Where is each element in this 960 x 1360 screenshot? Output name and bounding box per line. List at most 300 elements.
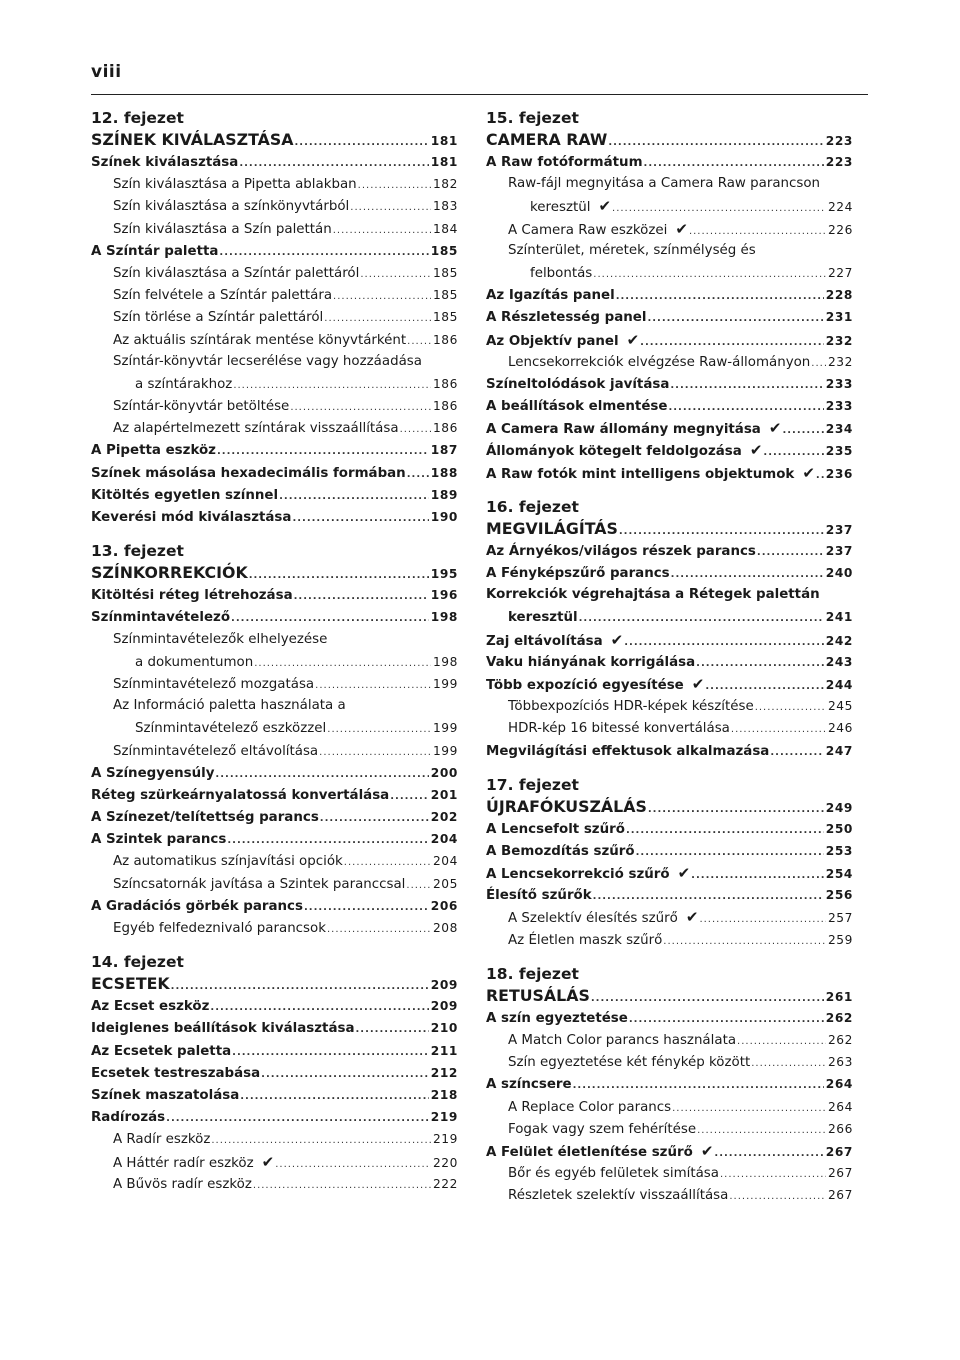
toc-entry-page: 185 <box>432 310 458 325</box>
toc-entry-text: Színek maszatolása <box>91 1087 240 1103</box>
toc-entry-text: A Szintek parancs <box>91 832 227 848</box>
dot-leader <box>616 286 824 306</box>
toc-entry[interactable] <box>91 806 458 828</box>
toc-entry-text: Az Objektív panel <box>486 333 619 349</box>
toc-entry-text: Az Igazítás panel <box>486 288 615 304</box>
dot-leader <box>240 1086 429 1106</box>
chapter-title[interactable] <box>91 973 458 995</box>
toc-entry-page: 199 <box>432 743 458 758</box>
chapter-number: 15. fejezet <box>486 109 579 127</box>
toc-entry-text: Részletek szelektív visszaállítása <box>508 1188 729 1204</box>
toc-entry[interactable] <box>91 373 458 395</box>
dot-leader <box>227 830 428 850</box>
toc-entry[interactable] <box>91 417 458 439</box>
toc-entry-page: 266 <box>827 1121 853 1136</box>
chapter-number: 13. fejezet <box>91 542 184 561</box>
toc-entry[interactable] <box>91 1062 458 1084</box>
dot-leader <box>304 897 429 917</box>
toc-entry-text: A színcsere <box>486 1077 572 1093</box>
dot-leader <box>782 420 823 439</box>
toc-entry-page: 184 <box>432 221 458 236</box>
toc-entry-text: Kitöltés egyetlen színnel <box>91 487 279 503</box>
chapter-number: 18. fejezet <box>486 964 579 983</box>
toc-entry-text: A Camera Raw állomány megnyitása <box>486 422 761 438</box>
toc-entry-page: 232 <box>827 354 853 369</box>
toc-entry[interactable] <box>486 695 853 717</box>
dot-leader <box>324 308 431 328</box>
toc-entry-page: 259 <box>827 932 853 947</box>
toc-entry-page: 204 <box>430 832 458 847</box>
toc-entry-page: 200 <box>430 765 458 780</box>
chapter-number: 14. fejezet <box>91 953 184 972</box>
toc-entry-page: 267 <box>827 1166 853 1181</box>
toc-entry-page: 227 <box>827 265 853 280</box>
dot-leader <box>333 220 431 240</box>
chapter-number: 17. fejezet <box>486 775 579 794</box>
dot-leader <box>261 1064 429 1084</box>
toc-entry-text: Az aktuális színtárak mentése könyvtárként <box>113 332 407 348</box>
toc-entry-text: Vaku hiányának korrigálása <box>486 654 696 670</box>
toc-entry[interactable] <box>486 306 853 328</box>
toc-entry[interactable] <box>91 784 458 806</box>
toc-entry[interactable] <box>486 818 853 840</box>
chapter-section <box>91 540 458 939</box>
toc-entry-text: Szín kiválasztása a Pipetta ablakban <box>113 177 357 193</box>
toc-entry[interactable] <box>91 306 458 328</box>
chapter-title[interactable] <box>486 129 853 151</box>
toc-entry-text: A beállítások elmentése <box>486 399 668 415</box>
chapter-title-text: MEGVILÁGÍTÁS <box>486 518 618 538</box>
dot-leader <box>612 198 826 217</box>
dot-leader <box>593 886 824 906</box>
chapter-title[interactable] <box>486 985 853 1007</box>
toc-entry-text: A Háttér radír eszköz <box>113 1155 254 1171</box>
dot-leader <box>663 931 826 951</box>
toc-entry-line[interactable]: Korrekciók végrehajtása a Rétegek palettán <box>486 587 820 603</box>
toc-entry-text: Az Árnyékos/világos részek parancs <box>486 543 756 559</box>
toc-entry-page: 205 <box>432 876 458 891</box>
toc-entry-page: 228 <box>825 288 853 303</box>
toc-entry-page: 196 <box>430 588 458 603</box>
toc-entry[interactable] <box>486 351 853 373</box>
toc-entry[interactable] <box>91 740 458 762</box>
toc-entry-text: Kitöltési réteg létrehozása <box>91 588 293 604</box>
dot-leader <box>697 1120 826 1140</box>
toc-entry-text: Zaj eltávolítása <box>486 633 603 649</box>
checkmark-icon: ✔ <box>802 463 815 482</box>
dot-leader <box>315 675 431 695</box>
checkmark-icon: ✔ <box>677 864 691 883</box>
dot-leader <box>217 441 429 461</box>
toc-entry-page: 206 <box>430 898 458 913</box>
toc-entry[interactable] <box>91 651 458 673</box>
toc-entry-text: A Raw fotók mint intelligens objektumok <box>486 466 795 482</box>
dot-leader <box>166 1108 429 1128</box>
chapter-title[interactable] <box>486 796 853 818</box>
toc-entry[interactable] <box>91 1106 458 1128</box>
toc-entry-text: HDR-kép 16 bitessé konvertálása <box>508 721 730 737</box>
toc-entry[interactable] <box>91 873 458 895</box>
toc-entry[interactable] <box>486 740 853 762</box>
toc-entry[interactable] <box>91 917 458 939</box>
toc-entry-page: 220 <box>432 1155 458 1170</box>
toc-entry-text: A Színezet/telítettség parancs <box>91 810 319 826</box>
dot-leader <box>619 521 824 540</box>
toc-entry-text: A Match Color parancs használata <box>508 1033 737 1048</box>
toc-entry-page: 222 <box>432 1176 458 1191</box>
toc-entry-text: Az Ecsetek paletta <box>91 1043 232 1059</box>
dot-leader <box>233 375 431 395</box>
toc-entry-page: 250 <box>825 821 853 836</box>
dot-leader <box>407 331 431 351</box>
toc-entry-page: 201 <box>430 787 458 802</box>
toc-entry-text: Szín egyeztetése két fénykép között <box>508 1055 751 1071</box>
dot-leader <box>593 264 826 284</box>
dot-leader <box>327 719 431 739</box>
toc-entry-page: 256 <box>825 888 853 903</box>
toc-entry-text: Szín kiválasztása a Szín palettán <box>113 221 332 237</box>
toc-entry-text: A Pipetta eszköz <box>91 443 216 459</box>
dot-leader <box>219 242 428 262</box>
toc-entry-text: A Radír eszköz <box>113 1132 211 1148</box>
toc-entry[interactable] <box>91 329 458 351</box>
toc-entry[interactable] <box>486 373 853 395</box>
toc-entry[interactable] <box>91 395 458 417</box>
toc-entry[interactable] <box>91 218 458 240</box>
toc-entry-page: 245 <box>827 699 853 714</box>
toc-entry[interactable] <box>486 862 853 884</box>
dot-leader <box>360 264 431 284</box>
dot-leader <box>691 865 824 884</box>
chapter-section <box>486 963 853 1207</box>
toc-entry-text: Szín kiválasztása a színkönyvtárból <box>113 199 350 215</box>
toc-entry[interactable] <box>91 895 458 917</box>
toc-entry-page: 264 <box>825 1077 853 1092</box>
toc-entry[interactable] <box>486 439 853 461</box>
toc-entry-line[interactable]: Színmintavételezők elhelyezése <box>113 631 328 647</box>
toc-entry-page: 236 <box>825 466 853 481</box>
toc-entry[interactable] <box>486 218 853 240</box>
toc-entry-page: 231 <box>825 310 853 325</box>
toc-entry[interactable] <box>486 1007 853 1029</box>
toc-entry-text: A Színtár paletta <box>91 243 219 259</box>
toc-entry-page: 240 <box>825 566 853 580</box>
toc-entry-line[interactable]: Színtár-könyvtár lecserélése vagy hozzáadása <box>113 353 422 369</box>
dot-leader <box>358 175 431 195</box>
toc-entry[interactable] <box>91 240 458 262</box>
chapter-section <box>486 774 853 951</box>
toc-entry[interactable] <box>91 673 458 695</box>
toc-entry[interactable] <box>91 850 458 872</box>
toc-entry-text: Szín kiválasztása a Színtár palettáról <box>113 265 360 281</box>
chapter-title-page: 223 <box>825 134 853 148</box>
toc-entry-text: Fogak vagy szem fehérítése <box>508 1121 697 1137</box>
dot-leader <box>591 988 824 1007</box>
dot-leader <box>249 565 429 584</box>
chapter-title[interactable] <box>91 562 458 584</box>
toc-entry[interactable] <box>486 1073 853 1095</box>
toc-entry-page: 254 <box>825 867 853 882</box>
checkmark-icon: ✔ <box>261 1152 275 1171</box>
toc-entry[interactable] <box>91 439 458 461</box>
toc-entry[interactable] <box>486 195 853 217</box>
toc-entry-page: 183 <box>432 199 458 214</box>
page-number: viii <box>91 62 122 82</box>
chapter-title-page: 195 <box>430 567 458 582</box>
toc-entry-line[interactable]: Színterület, méretek, színmélység és <box>508 242 756 258</box>
dot-leader <box>253 1175 431 1195</box>
toc-entry-line[interactable]: Raw-fájl megnyitása a Camera Raw parancson <box>508 176 821 192</box>
dot-leader <box>290 397 431 417</box>
dot-leader <box>275 1154 431 1173</box>
dot-leader <box>239 153 428 173</box>
toc-entry[interactable] <box>486 629 853 651</box>
toc-entry[interactable] <box>486 717 853 739</box>
toc-entry[interactable] <box>91 462 458 484</box>
toc-entry-text: Színmintavételező <box>91 610 231 626</box>
toc-entry-page: 185 <box>432 288 458 303</box>
dot-leader <box>210 997 428 1017</box>
dot-leader <box>292 508 428 528</box>
dot-leader <box>763 442 823 461</box>
dot-leader <box>573 1075 824 1095</box>
toc-entry-page: 253 <box>825 843 853 858</box>
dot-leader <box>705 676 823 695</box>
toc-entry[interactable] <box>486 1184 853 1206</box>
toc-right-column <box>486 107 853 1219</box>
dot-leader <box>608 132 823 151</box>
toc-entry-text: A Lencsefolt szűrő <box>486 821 625 837</box>
dot-leader <box>624 632 824 651</box>
toc-entry[interactable] <box>486 906 853 928</box>
toc-entry[interactable] <box>91 1084 458 1106</box>
dot-leader <box>319 742 431 762</box>
toc-entry-page: 198 <box>432 654 458 669</box>
toc-entry[interactable] <box>91 1017 458 1039</box>
chapter-title-page: 209 <box>430 978 458 993</box>
toc-entry-text: A Felület életlenítése szűrő <box>486 1144 693 1160</box>
toc-entry-page: 234 <box>825 422 853 437</box>
dot-leader <box>640 332 824 351</box>
toc-entry-page: 244 <box>825 677 853 692</box>
dot-leader <box>350 197 431 217</box>
toc-entry[interactable] <box>91 284 458 306</box>
toc-entry[interactable] <box>91 1128 458 1150</box>
chapter-title-page: 249 <box>825 800 853 815</box>
chapter-title-page: 181 <box>430 134 458 148</box>
dot-leader <box>689 221 826 240</box>
toc-entry-text: Szín felvétele a Színtár palettára <box>113 288 333 304</box>
toc-entry-page: 264 <box>827 1099 853 1114</box>
dot-leader <box>232 1042 429 1062</box>
dot-leader <box>626 820 824 840</box>
toc-entry[interactable] <box>91 484 458 506</box>
toc-entry-text: Állományok kötegelt feldolgozása <box>486 444 742 460</box>
toc-entry-text: Bőr és egyéb felületek simítása <box>508 1166 719 1182</box>
toc-entry[interactable] <box>486 673 853 695</box>
dot-leader <box>406 875 431 895</box>
toc-entry-page: 218 <box>430 1087 458 1102</box>
toc-entry[interactable] <box>486 462 853 484</box>
dot-leader <box>644 153 824 173</box>
toc-entry-text: Az Ecset eszköz <box>91 999 210 1015</box>
toc-entry[interactable] <box>486 651 853 673</box>
checkmark-icon: ✔ <box>626 330 640 349</box>
toc-entry-page: 232 <box>825 333 853 348</box>
toc-entry-page: 190 <box>430 510 458 524</box>
toc-entry-page: 186 <box>432 421 458 436</box>
toc-entry-text: felbontás <box>530 265 593 281</box>
toc-entry-text: Élesítő szűrők <box>486 888 592 904</box>
toc-entry[interactable] <box>486 1051 853 1073</box>
toc-entry[interactable] <box>91 606 458 628</box>
toc-entry-page: 198 <box>430 610 458 625</box>
toc-entry-page: 224 <box>827 200 853 215</box>
toc-entry-text: Többexpozíciós HDR-képek készítése <box>508 699 754 715</box>
toc-entry-text: A Szelektív élesítés szűrő <box>508 911 678 927</box>
chapter-title-text: ECSETEK <box>91 974 170 994</box>
chapter-title[interactable] <box>91 129 458 151</box>
dot-leader <box>696 653 824 673</box>
toc-entry[interactable] <box>91 1173 458 1195</box>
toc-entry-page: 233 <box>825 399 853 414</box>
toc-entry[interactable] <box>486 840 853 862</box>
toc-entry[interactable] <box>91 173 458 195</box>
toc-entry[interactable] <box>91 584 458 606</box>
toc-entry[interactable] <box>91 1151 458 1173</box>
dot-leader <box>327 919 431 939</box>
checkmark-icon: ✔ <box>685 908 699 927</box>
chapter-title-text: SZÍNKORREKCIÓK <box>91 563 248 583</box>
dot-leader <box>407 464 429 484</box>
checkmark-icon: ✔ <box>598 197 612 216</box>
toc-entry[interactable] <box>486 329 853 351</box>
toc-entry-text: Szín törlése a Színtár palettáról <box>113 310 324 326</box>
toc-entry[interactable] <box>486 417 853 439</box>
dot-leader <box>671 564 824 584</box>
dot-leader <box>400 419 431 439</box>
chapter-title-text: ÚJRAFÓKUSZÁLÁS <box>486 796 647 816</box>
toc-entry[interactable] <box>486 1029 853 1051</box>
chapter-title-text: RETUSÁLÁS <box>486 985 590 1005</box>
toc-entry[interactable] <box>486 284 853 306</box>
toc-entry-page: 181 <box>430 155 458 169</box>
dot-leader <box>648 799 824 818</box>
toc-entry[interactable] <box>91 828 458 850</box>
toc-entry[interactable] <box>486 151 853 173</box>
toc-entry[interactable] <box>486 929 853 951</box>
dot-leader <box>755 697 826 717</box>
dot-leader <box>254 653 431 673</box>
toc-entry[interactable] <box>486 1162 853 1184</box>
chapter-section <box>486 107 853 484</box>
toc-left-column <box>91 107 458 1207</box>
toc-entry[interactable] <box>91 717 458 739</box>
toc-entry[interactable] <box>91 195 458 217</box>
toc-entry-text: Színeltolódások javítása <box>486 376 670 392</box>
toc-entry-text: Keverési mód kiválasztása <box>91 510 292 525</box>
toc-entry[interactable] <box>486 1118 853 1140</box>
toc-entry[interactable] <box>486 1096 853 1118</box>
toc-entry-text: A Camera Raw eszközei <box>508 222 668 238</box>
toc-entry-text: Radírozás <box>91 1110 166 1126</box>
checkmark-icon: ✔ <box>691 674 705 693</box>
toc-entry-text: A Replace Color parancs <box>508 1099 672 1115</box>
chapter-section <box>91 107 458 528</box>
toc-entry[interactable] <box>91 262 458 284</box>
dot-leader <box>720 1164 826 1184</box>
toc-entry-page: 202 <box>430 810 458 825</box>
toc-entry-page: 219 <box>430 1110 458 1125</box>
chapter-title-page: 261 <box>825 989 853 1004</box>
toc-entry-text: A Raw fotóformátum <box>486 155 643 170</box>
toc-entry[interactable] <box>486 540 853 562</box>
toc-entry-page: 204 <box>432 854 458 869</box>
toc-entry-text: Megvilágítási effektusok alkalmazása <box>486 743 770 759</box>
toc-entry[interactable] <box>91 1040 458 1062</box>
dot-leader <box>731 719 826 739</box>
toc-entry-page: 186 <box>432 399 458 414</box>
chapter-number: 12. fejezet <box>91 109 184 127</box>
toc-entry-text: Színmintavételező mozgatása <box>113 676 315 692</box>
toc-entry-text: A Bűvös radír eszköz <box>113 1176 252 1192</box>
toc-entry-page: 235 <box>825 444 853 459</box>
toc-entry-text: Lencsekorrekciók elvégzése Raw-állományon <box>508 354 811 370</box>
toc-entry-text: keresztül <box>530 200 591 216</box>
toc-entry-page: 267 <box>825 1144 853 1159</box>
toc-entry[interactable] <box>91 762 458 784</box>
toc-entry-text: Ecsetek testreszabása <box>91 1065 261 1081</box>
dot-leader <box>390 786 429 806</box>
toc-entry-text: Réteg szürkeárnyalatossá konvertálása <box>91 787 390 803</box>
toc-entry[interactable] <box>486 395 853 417</box>
dot-leader <box>770 742 823 762</box>
dot-leader <box>320 808 429 828</box>
dot-leader <box>355 1019 428 1039</box>
toc-entry[interactable] <box>486 562 853 584</box>
toc-entry-text: A Fényképszűrő parancs <box>486 566 670 581</box>
toc-entry[interactable] <box>486 606 853 628</box>
toc-entry[interactable] <box>91 506 458 528</box>
toc-entry-page: 212 <box>430 1065 458 1080</box>
dot-leader <box>668 397 823 417</box>
dot-leader <box>629 1009 824 1029</box>
toc-entry-text: Több expozíció egyesítése <box>486 677 684 693</box>
dot-leader <box>171 976 429 995</box>
toc-entry-text: a dokumentumon <box>135 654 254 670</box>
toc-entry-page: 188 <box>430 465 458 480</box>
toc-entry-page: 186 <box>432 376 458 391</box>
toc-entry-page: 209 <box>430 999 458 1014</box>
toc-entry-text: Egyéb felfedeznivaló parancsok <box>113 921 326 936</box>
toc-entry-text: Az Életlen maszk szűrő <box>508 932 663 948</box>
toc-entry-line[interactable]: Az Információ paletta használata a <box>113 698 346 714</box>
toc-entry[interactable] <box>486 884 853 906</box>
toc-entry-page: 243 <box>825 654 853 669</box>
chapter-title[interactable] <box>486 518 853 540</box>
dot-leader <box>737 1031 826 1051</box>
toc-entry[interactable] <box>486 1140 853 1162</box>
dot-leader <box>294 132 428 151</box>
toc-entry[interactable] <box>91 995 458 1017</box>
toc-entry-text: Színmintavételező eltávolítása <box>113 743 319 759</box>
toc-entry[interactable] <box>486 262 853 284</box>
toc-entry-text: A Színegyensúly <box>91 765 215 781</box>
toc-entry-page: 199 <box>432 676 458 691</box>
toc-entry[interactable] <box>91 151 458 173</box>
toc-entry-text: Színtár-könyvtár betöltése <box>113 399 290 415</box>
checkmark-icon: ✔ <box>749 441 763 460</box>
